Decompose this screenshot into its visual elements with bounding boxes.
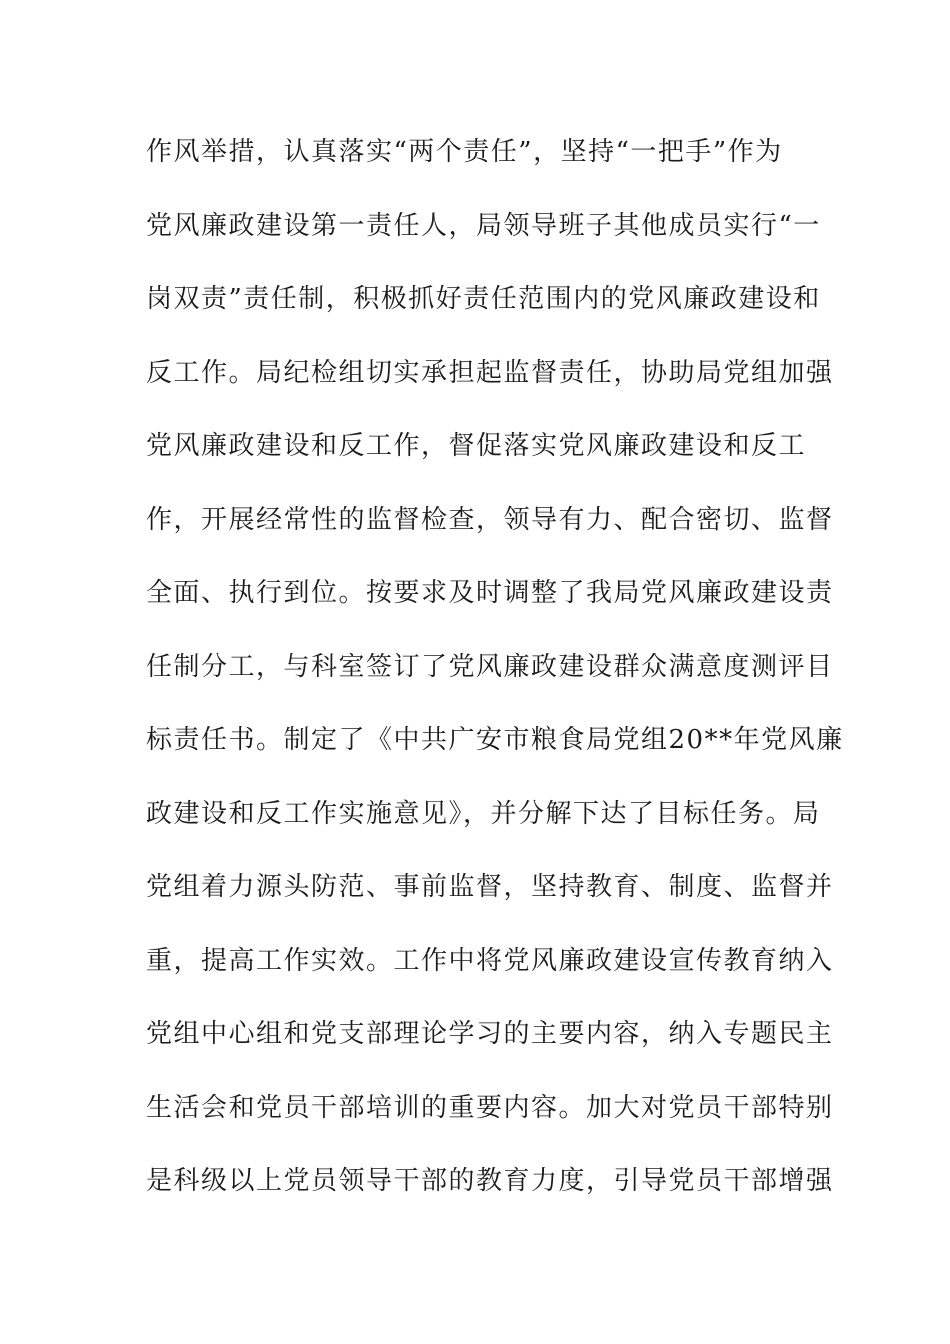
text-line: 任制分工，与科室签订了党风廉政建设群众满意度测评目 — [146, 651, 834, 682]
text-line: 党组着力源头防范、事前监督，坚持教育、制度、监督并 — [146, 872, 834, 902]
text-line: 标责任书。制定了《中共广安市粮食局党组20**年党风廉 — [146, 725, 844, 755]
text-line: 是科级以上党员领导干部的教育力度，引导党员干部增强 — [146, 1166, 834, 1196]
text-line: 岗双责”责任制，积极抓好责任范围内的党风廉政建设和 — [146, 284, 821, 314]
text-line: 生活会和党员干部培训的重要内容。加大对党员干部特别 — [146, 1092, 834, 1123]
text-line: 全面、执行到位。按要求及时调整了我局党风廉政建设责 — [146, 578, 834, 608]
text-line: 党风廉政建设和反工作，督促落实党风廉政建设和反工 — [146, 431, 807, 461]
text-line: 政建设和反工作实施意见》，并分解下达了目标任务。局 — [146, 798, 821, 829]
body-paragraph — [146, 126, 844, 1229]
text-line: 作，开展经常性的监督检查，领导有力、配合密切、监督 — [146, 504, 834, 535]
text-line: 党风廉政建设第一责任人，局领导班子其他成员实行“一 — [146, 210, 821, 241]
text-line: 党组中心组和党支部理论学习的主要内容，纳入专题民主 — [146, 1019, 834, 1049]
text-line: 作风举措，认真落实“两个责任”，坚持“一把手”作为 — [146, 137, 783, 167]
text-line: 反工作。局纪检组切实承担起监督责任，协助局党组加强 — [146, 357, 834, 388]
text-line: 重，提高工作实效。工作中将党风廉政建设宣传教育纳入 — [146, 945, 834, 976]
